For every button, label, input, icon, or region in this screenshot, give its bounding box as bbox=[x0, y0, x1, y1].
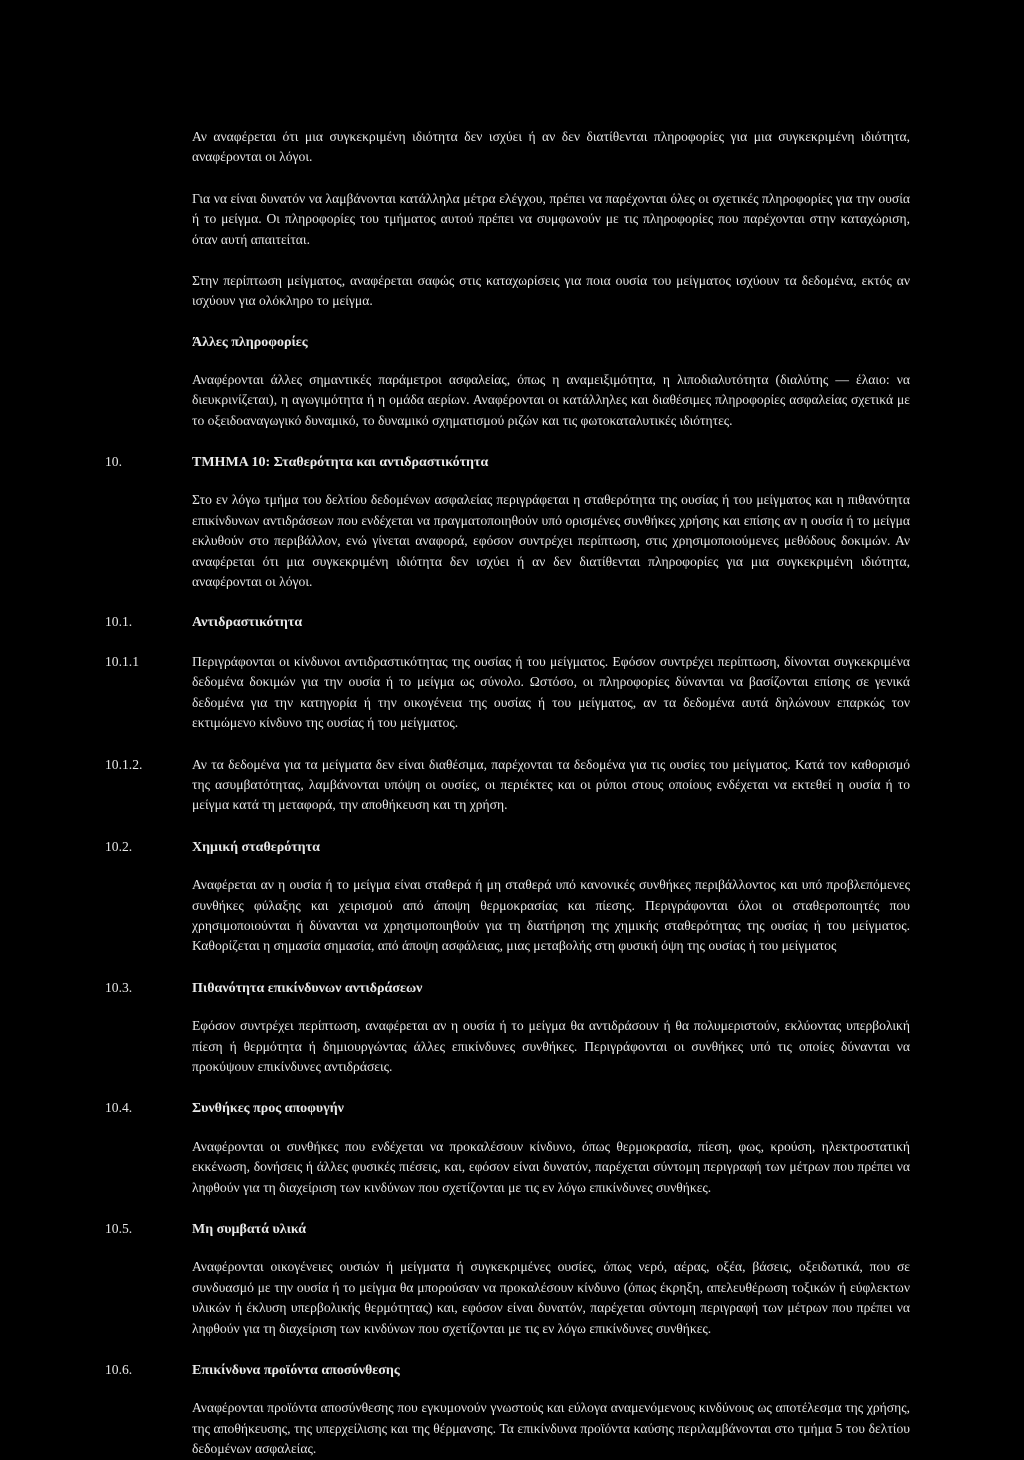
section-text: Αν τα δεδομένα για τα μείγματα δεν είναι διαθέσιμα, παρέχονται τα δεδομένα για τις ουσίες του μείγματος. Κατά τον καθορισμό της ασυμβατότητας, λαμβάνονται υπόψη οι ουσίες, οι περιέκτες και οι ρύποι στους οποίους ενδέχεται να εκτεθεί η ουσία ή το μείγμα κατά τη μεταφορά, την αποθήκευση και τη χρήση. bbox=[192, 756, 910, 813]
section-10-6-heading bbox=[105, 1360, 910, 1381]
section-10-intro: Στο εν λόγω τμήμα του δελτίου δεδομένων ασφαλείας περιγράφεται η σταθερότητα της ουσίας ή του μείγματος και η πιθανότητα επικίνδυνων αντιδράσεων που ενδέχεται να πραγματοποιηθούν υπό ορισμένες συνθήκες χρήσης και επίσης αν η ουσία ή το μείγμα εκλυθούν στο περιβάλλον, ενώ γίνεται αναφορά, εφόσον συντρέχει περίπτωση, στις χρησιμοποιούμενες μεθόδους δοκιμών. Αν αναφέρεται ότι μια συγκεκριμένη ιδιότητα δεν ισχύει ή αν δεν διατίθενται πληροφορίες για μια συγκεκριμένη ιδιότητα, αναφέρονται οι λόγοι. bbox=[192, 492, 910, 590]
section-10-3-text: Εφόσον συντρέχει περίπτωση, αναφέρεται αν η ουσία ή το μείγμα θα αντιδράσουν ή θα πολυμεριστούν, εκλύοντας υπερβολική πίεση ή θερμότητα ή δημιουργώντας άλλες επικίνδυνες συνθήκες. Περιγράφονται οι συνθήκες υπό τις οποίες δύνανται να προκύψουν επικίνδυνες αντιδράσεις. bbox=[192, 1018, 910, 1074]
section-number: 10.6. bbox=[105, 1362, 133, 1378]
section-number: 10.1. bbox=[105, 613, 133, 629]
section-text: Περιγράφονται οι κίνδυνοι αντιδραστικότητας της ουσίας ή του μείγματος. Εφόσον συντρέχει περίπτωση, δίνονται συγκεκριμένα δεδομένα δοκιμών για την ουσία ή το μείγμα ως σύνολο. Ωστόσο, οι πληροφορίες δύνανται να βασίζονται επίσης σε γενικά δεδομένα για την κατηγορία ή την οικογένεια της ουσίας ή του μείγματος, αν τα δεδομένα αυτά δηλώνουν επαρκώς τον εκτιμώμενο κίνδυνο της ουσίας ή του μείγματος. bbox=[192, 653, 910, 731]
section-title: Χημική σταθερότητα bbox=[192, 839, 320, 855]
section-title: Επικίνδυνα προϊόντα αποσύνθεσης bbox=[192, 1363, 400, 1379]
document-body bbox=[105, 127, 910, 1460]
intro-paragraph-3: Στην περίπτωση μείγματος, αναφέρεται σαφώς στις καταχωρίσεις για ποια ουσία του μείγματος ισχύουν τα δεδομένα, εκτός αν ισχύουν για ολόκληρο το μείγμα. bbox=[192, 273, 910, 309]
section-number: 10.1.2. bbox=[105, 756, 143, 772]
section-10-1-1 bbox=[105, 652, 910, 734]
section-10-1-2 bbox=[105, 755, 910, 816]
section-10-2-text: Αναφέρεται αν η ουσία ή το μείγμα είναι σταθερά ή μη σταθερά υπό κανονικές συνθήκες περιβάλλοντος και υπό προβλεπόμενες συνθήκες φύλαξης και χειρισμού από άποψη θερμοκρασίας και πίεσης. Περιγράφονται όλοι οι σταθεροποιητές που χρησιμοποιούνται ή δύνανται να χρησιμοποιηθούν για τη διατήρηση της χημικής σταθερότητας της ουσίας ή του μείγματος. Καθορίζεται η σημασία σημασία, από άποψη ασφάλειας, μιας μεταβολής στη φυσική όψη της ουσίας ή του μείγματος bbox=[192, 877, 910, 954]
intro-paragraph-1: Αν αναφέρεται ότι μια συγκεκριμένη ιδιότητα δεν ισχύει ή αν δεν διατίθενται πληροφορίες για μια συγκεκριμένη ιδιότητα, αναφέρονται οι λόγοι. bbox=[192, 129, 910, 165]
section-title: Μη συμβατά υλικά bbox=[192, 1222, 307, 1238]
section-number: 10.2. bbox=[105, 838, 133, 854]
section-number: 10.4. bbox=[105, 1100, 133, 1116]
section-10-4-text: Αναφέρονται οι συνθήκες που ενδέχεται να προκαλέσουν κίνδυνο, όπως θερμοκρασία, πίεση, φως, κρούση, ηλεκτροστατική εκκένωση, δονήσεις ή άλλες φυσικές πιέσεις, και, εφόσον είναι δυνατόν, παρέχεται σύντομη περιγραφή των μέτρων που πρέπει να ληφθούν για τη διαχείριση των κινδύνων που σχετίζονται με τις εν λόγω επικίνδυνες συνθήκες. bbox=[192, 1138, 910, 1195]
section-number: 10.1.1 bbox=[105, 653, 139, 669]
intro-paragraph-2: Για να είναι δυνατόν να λαμβάνονται κατάλληλα μέτρα ελέγχου, πρέπει να παρέχονται όλες οι σχετικές πληροφορίες για την ουσία ή το μείγμα. Οι πληροφορίες του τμήματος αυτού πρέπει να συμφωνούν με τις πληροφορίες που παρέχονται στην καταχώριση, όταν αυτή απαιτείται. bbox=[192, 190, 910, 247]
section-10-5-heading bbox=[105, 1219, 910, 1240]
section-title: Αντιδραστικότητα bbox=[192, 614, 303, 630]
section-title: Πιθανότητα επικίνδυνων αντιδράσεων bbox=[192, 980, 423, 996]
section-10-3-heading bbox=[105, 978, 910, 999]
section-10-2-heading bbox=[105, 837, 910, 858]
section-10-5-text: Αναφέρονται οικογένειες ουσιών ή μείγματα ή συγκεκριμένες ουσίες, όπως νερό, αέρας, οξέα, βάσεις, οξειδωτικά, που σε συνδυασμό με την ουσία ή το μείγμα θα μπορούσαν να προκαλέσουν κίνδυνο (όπως έκρηξη, απελευθέρωση τοξικών ή εύφλεκτων υλικών ή έκλυση υπερβολικής θερμότητας) και, εφόσον είναι δυνατόν, παρέχεται σύντομη περιγραφή των μέτρων που πρέπει να ληφθούν για τη διαχείριση των κινδύνων που σχετίζονται με τις εν λόγω επικίνδυνες συνθήκες. bbox=[192, 1259, 910, 1336]
section-number: 10. bbox=[105, 454, 122, 470]
other-info-heading: Άλλες πληροφορίες bbox=[192, 334, 308, 350]
section-title: ΤΜΗΜΑ 10: Σταθερότητα και αντιδραστικότητα bbox=[192, 455, 489, 471]
section-title: Συνθήκες προς αποφυγήν bbox=[192, 1101, 344, 1117]
section-10-heading bbox=[105, 452, 910, 473]
section-number: 10.5. bbox=[105, 1221, 133, 1237]
section-number: 10.3. bbox=[105, 979, 133, 995]
section-10-1-heading bbox=[105, 612, 910, 633]
section-10-4-heading bbox=[105, 1098, 910, 1119]
other-info-paragraph: Αναφέρονται άλλες σημαντικές παράμετροι ασφαλείας, όπως η αναμειξιμότητα, η λιποδιαλυτότητα (διαλύτης — έλαιο: να διευκρινίζεται), η αγωγιμότητα ή η ομάδα αερίων. Αναφέρονται οι κατάλληλες και διαθέσιμες πληροφορίες ασφαλείας σχετικά με το οξειδοαναγωγικό δυναμικό, το δυναμικό σχηματισμού ριζών και τις φωτοκαταλυτικές ιδιότητες. bbox=[192, 371, 910, 428]
section-10-6-text: Αναφέρονται προϊόντα αποσύνθεσης που εγκυμονούν γνωστούς και εύλογα αναμενόμενους κινδύνους ως αποτέλεσμα της χρήσης, της αποθήκευσης, της υπερχείλισης και της θέρμανσης. Τα επικίνδυνα προϊόντα καύσης περιλαμβάνονται στο τμήμα 5 του δελτίου δεδομένων ασφαλείας. bbox=[192, 1400, 910, 1457]
